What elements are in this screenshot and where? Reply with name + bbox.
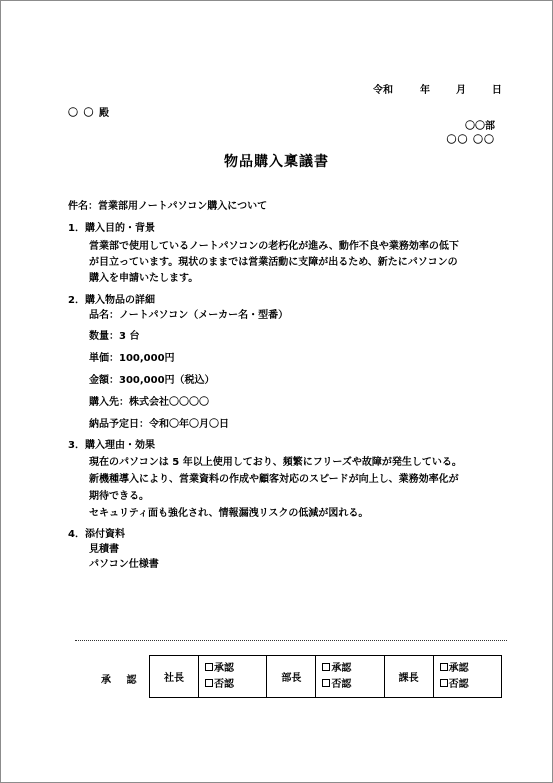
approval-role-president: 社長 (150, 656, 199, 698)
approve-option[interactable] (205, 661, 266, 677)
reject-option-label: 否認 (214, 678, 234, 690)
date-day: 日 (491, 85, 502, 96)
checkbox-icon[interactable] (440, 663, 448, 671)
section-2-line: 品名：ノートパソコン（メーカー名・型番） (89, 310, 289, 321)
approve-option-label: 承認 (331, 662, 352, 674)
section-1-line: 営業部で使用しているノートパソコンの老朽化が進み、動作不良や業務効率の低下 (89, 241, 459, 252)
date-era: 令和 (373, 85, 393, 96)
section-3-line: 期待できる。 (89, 491, 149, 502)
section-3-heading: 3．購入理由・効果 (68, 440, 155, 451)
approval-role-department-head: 部長 (267, 656, 316, 698)
approval-cell-president (199, 656, 267, 698)
reject-option-label: 否認 (331, 678, 352, 690)
addressee: 〇 〇 殿 (68, 108, 110, 119)
approval-label: 承 認 (101, 675, 143, 686)
sender-name: 〇〇 〇〇 (446, 135, 495, 146)
section-2-line: 購入先：株式会社〇〇〇〇 (89, 397, 209, 408)
approval-cell-section-head (433, 656, 501, 698)
section-1-heading: 1．購入目的・背景 (68, 223, 155, 234)
approve-option-label: 承認 (214, 662, 234, 674)
reject-option-label: 否認 (448, 678, 469, 690)
section-3-line: 新機種導入により、営業資料の作成や顧客対応のスピードが向上し、業務効率化が (89, 474, 459, 485)
reject-option[interactable] (322, 677, 383, 693)
document-title: 物品購入稟議書 (224, 154, 329, 170)
subject-line: 件名：営業部用ノートパソコン購入について (68, 201, 268, 212)
checkbox-icon[interactable] (205, 679, 213, 687)
approve-option[interactable] (322, 661, 383, 677)
section-3-line: 現在のパソコンは 5 年以上使用しており、頻繁にフリーズや故障が発生している。 (89, 457, 462, 468)
approval-cell-department-head (316, 656, 384, 698)
approve-option[interactable] (440, 661, 501, 677)
section-4-heading: 4．添付資料 (68, 529, 125, 540)
approval-role-section-head: 課長 (384, 656, 433, 698)
date-year: 年 (419, 85, 430, 96)
approval-table (149, 655, 502, 698)
section-4-line: 見積書 (89, 544, 119, 555)
checkbox-icon[interactable] (322, 663, 330, 671)
reject-option[interactable] (205, 677, 266, 693)
date-line (373, 81, 502, 96)
section-2-line: 納品予定日：令和〇年〇月〇日 (89, 419, 229, 430)
cut-line-divider (75, 640, 507, 641)
reject-option[interactable] (440, 677, 501, 693)
checkbox-icon[interactable] (440, 679, 448, 687)
section-1-line: が目立っています。現状のままでは営業活動に支障が出るため、新たにパソコンの (89, 257, 458, 268)
section-1-line: 購入を申請いたします。 (89, 273, 199, 284)
checkbox-icon[interactable] (322, 679, 330, 687)
sender-department: 〇〇部 (465, 121, 495, 132)
date-month: 月 (455, 85, 466, 96)
checkbox-icon[interactable] (205, 663, 213, 671)
section-3-line: セキュリティ面も強化され、情報漏洩リスクの低減が図れる。 (89, 508, 369, 519)
section-2-heading: 2．購入物品の詳細 (68, 295, 155, 306)
approve-option-label: 承認 (448, 662, 469, 674)
section-2-line: 単価：100,000円 (89, 353, 175, 364)
section-2-line: 数量：3 台 (89, 331, 140, 342)
section-4-line: パソコン仕様書 (89, 559, 159, 570)
section-2-line: 金額：300,000円（税込） (89, 375, 215, 386)
